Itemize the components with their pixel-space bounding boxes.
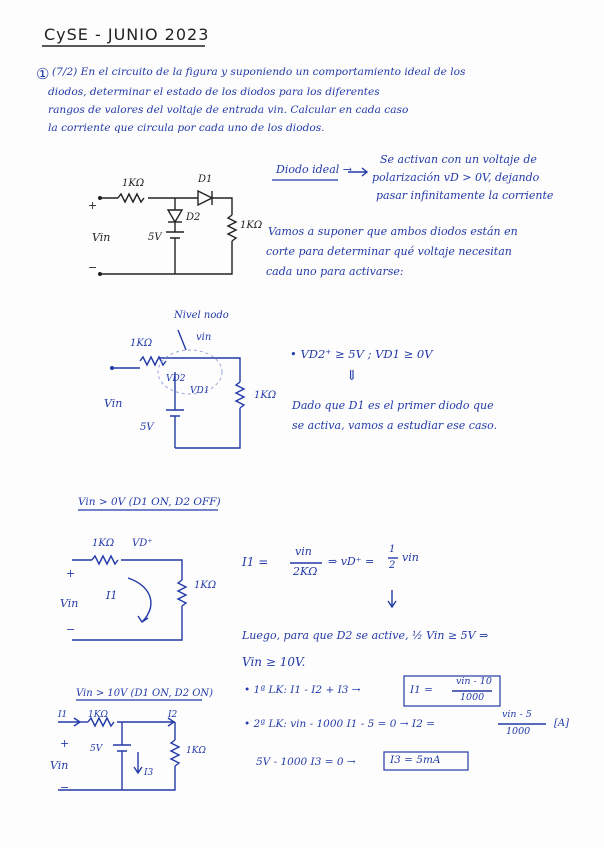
case2-resistor-label: 1KΩ	[88, 710, 108, 720]
case2-law1-box-den: 1000	[460, 692, 485, 703]
case2-heading: Vin > 10V (D1 ON, D2 ON)	[76, 688, 214, 699]
assume-line-2: corte para determinar qué voltaje necesitan	[266, 245, 512, 258]
d2-vin-label: Vin	[104, 397, 123, 410]
case1-frac-num: 1	[389, 544, 396, 555]
case1-vin-label: Vin	[60, 597, 79, 610]
d1-plus: +	[88, 199, 98, 212]
d2-vd1: VD1	[190, 386, 210, 396]
assume-line-1: Vamos a suponer que ambos diodos están en	[268, 225, 518, 238]
problem-line-1: (7/2) En el circuito de la figura y suponiendo un comportamiento ideal de los	[52, 66, 466, 78]
resistor-1k-right-2	[236, 382, 244, 408]
d1-diode2-label: D2	[186, 212, 201, 223]
case2-minus: −	[60, 781, 70, 794]
d2-vd2: VD2	[166, 374, 186, 384]
circuit-diagram-4	[58, 718, 179, 790]
d1-resistor-label: 1KΩ	[122, 178, 145, 189]
problem-line-2: diodos, determinar el estado de los diodos para los diferentes	[48, 86, 380, 98]
case1-then-line: Luego, para que D2 se active, ½ Vin ≥ 5V ⇒	[242, 629, 489, 642]
case2-law2-den: 1000	[506, 726, 531, 737]
case2-law2-num: vin - 5	[502, 709, 532, 720]
case2-i3: I3	[144, 768, 154, 778]
case1-eq-mid: ⇒ vD⁺ =	[328, 555, 375, 568]
resistor-1k-left	[118, 194, 144, 202]
ideal-diode-line-2: polarización vD > 0V, dejando	[372, 171, 540, 184]
case2-law1-box-num: vin - 10	[456, 676, 492, 687]
case2-law1: • 1ª LK: I1 - I2 + I3 →	[244, 684, 361, 696]
case1-eq-den: 2KΩ	[293, 565, 318, 578]
case1-eq-tail: vin	[402, 551, 419, 564]
d1-source-label: 5V	[148, 232, 162, 243]
given-line-1: Dado que D1 es el primer diodo que	[292, 399, 494, 412]
problem-number: ①	[36, 65, 50, 83]
case1-resistor-right-label: 1KΩ	[194, 580, 217, 591]
case2-resistor-right-label: 1KΩ	[186, 746, 206, 756]
d1-minus: −	[88, 261, 98, 274]
case1-current-label: I1	[106, 589, 118, 602]
current-loop-arrow	[128, 578, 151, 622]
page-title: CySE - JUNIO 2023	[44, 25, 210, 44]
case1-result: Vin ≥ 10V.	[242, 655, 306, 669]
case1-heading: Vin > 0V (D1 ON, D2 OFF)	[78, 496, 221, 508]
conditions-line: • VD2⁺ ≥ 5V ; VD1 ≥ 0V	[290, 347, 433, 361]
case2-law3-box: I3 = 5mA	[390, 754, 441, 766]
d1-vin-label: Vin	[92, 231, 111, 244]
case1-minus: −	[66, 623, 76, 636]
case2-source: 5V	[90, 744, 103, 754]
battery-5v	[166, 232, 184, 238]
d2-vin-small: vin	[196, 332, 212, 343]
d2-resistor-label: 1KΩ	[130, 338, 153, 349]
diode-d2	[168, 210, 182, 222]
diode-d1	[198, 191, 212, 205]
case1-frac-den: 2	[389, 560, 396, 571]
conditions-arrow: ⇓	[346, 368, 358, 384]
assume-line-3: cada uno para activarse:	[266, 265, 404, 278]
problem-line-4: la corriente que circula por cada uno de los diodos.	[48, 122, 325, 134]
case2-i1: I1	[58, 710, 68, 720]
case2-law3: 5V - 1000 I3 = 0 →	[256, 756, 356, 768]
case2-law1-box-lhs: I1 =	[410, 684, 433, 696]
d2-resistor-right-label: 1KΩ	[254, 390, 277, 401]
case1-eq-num: vin	[295, 545, 312, 558]
case1-plus: +	[66, 567, 76, 580]
d1-resistor-right-label: 1KΩ	[240, 220, 263, 231]
d2-source-label: 5V	[140, 422, 154, 433]
case1-resistor-label: 1KΩ	[92, 538, 115, 549]
given-line-2: se activa, vamos a estudiar ese caso.	[292, 419, 498, 432]
case2-law2: • 2ª LK: vin - 1000 I1 - 5 = 0 → I2 =	[244, 718, 435, 730]
d1-diode1-label: D1	[198, 174, 213, 185]
ideal-diode-line-1: Se activan con un voltaje de	[380, 153, 537, 166]
case2-i2: I2	[168, 710, 178, 720]
case1-eq-lhs: I1 =	[242, 555, 269, 569]
circuit-diagram-3	[72, 556, 186, 640]
ideal-diode-label: Diodo ideal →	[276, 163, 352, 176]
resistor-1k-case1	[92, 556, 118, 564]
case1-vd-label: VD⁺	[132, 538, 153, 549]
d2-note: Nivel nodo	[174, 310, 229, 321]
case2-plus: +	[60, 737, 70, 750]
problem-line-3: rangos de valores del voltaje de entrada vin. Calcular en cada caso	[48, 104, 409, 116]
resistor-1k-right-case1	[178, 580, 186, 606]
case2-law2-unit: [A]	[554, 718, 570, 729]
resistor-1k-right	[228, 215, 236, 241]
ideal-diode-line-3: pasar infinitamente la corriente	[376, 189, 554, 202]
case2-vin: Vin	[50, 759, 69, 772]
circuit-diagram-1	[98, 191, 236, 276]
